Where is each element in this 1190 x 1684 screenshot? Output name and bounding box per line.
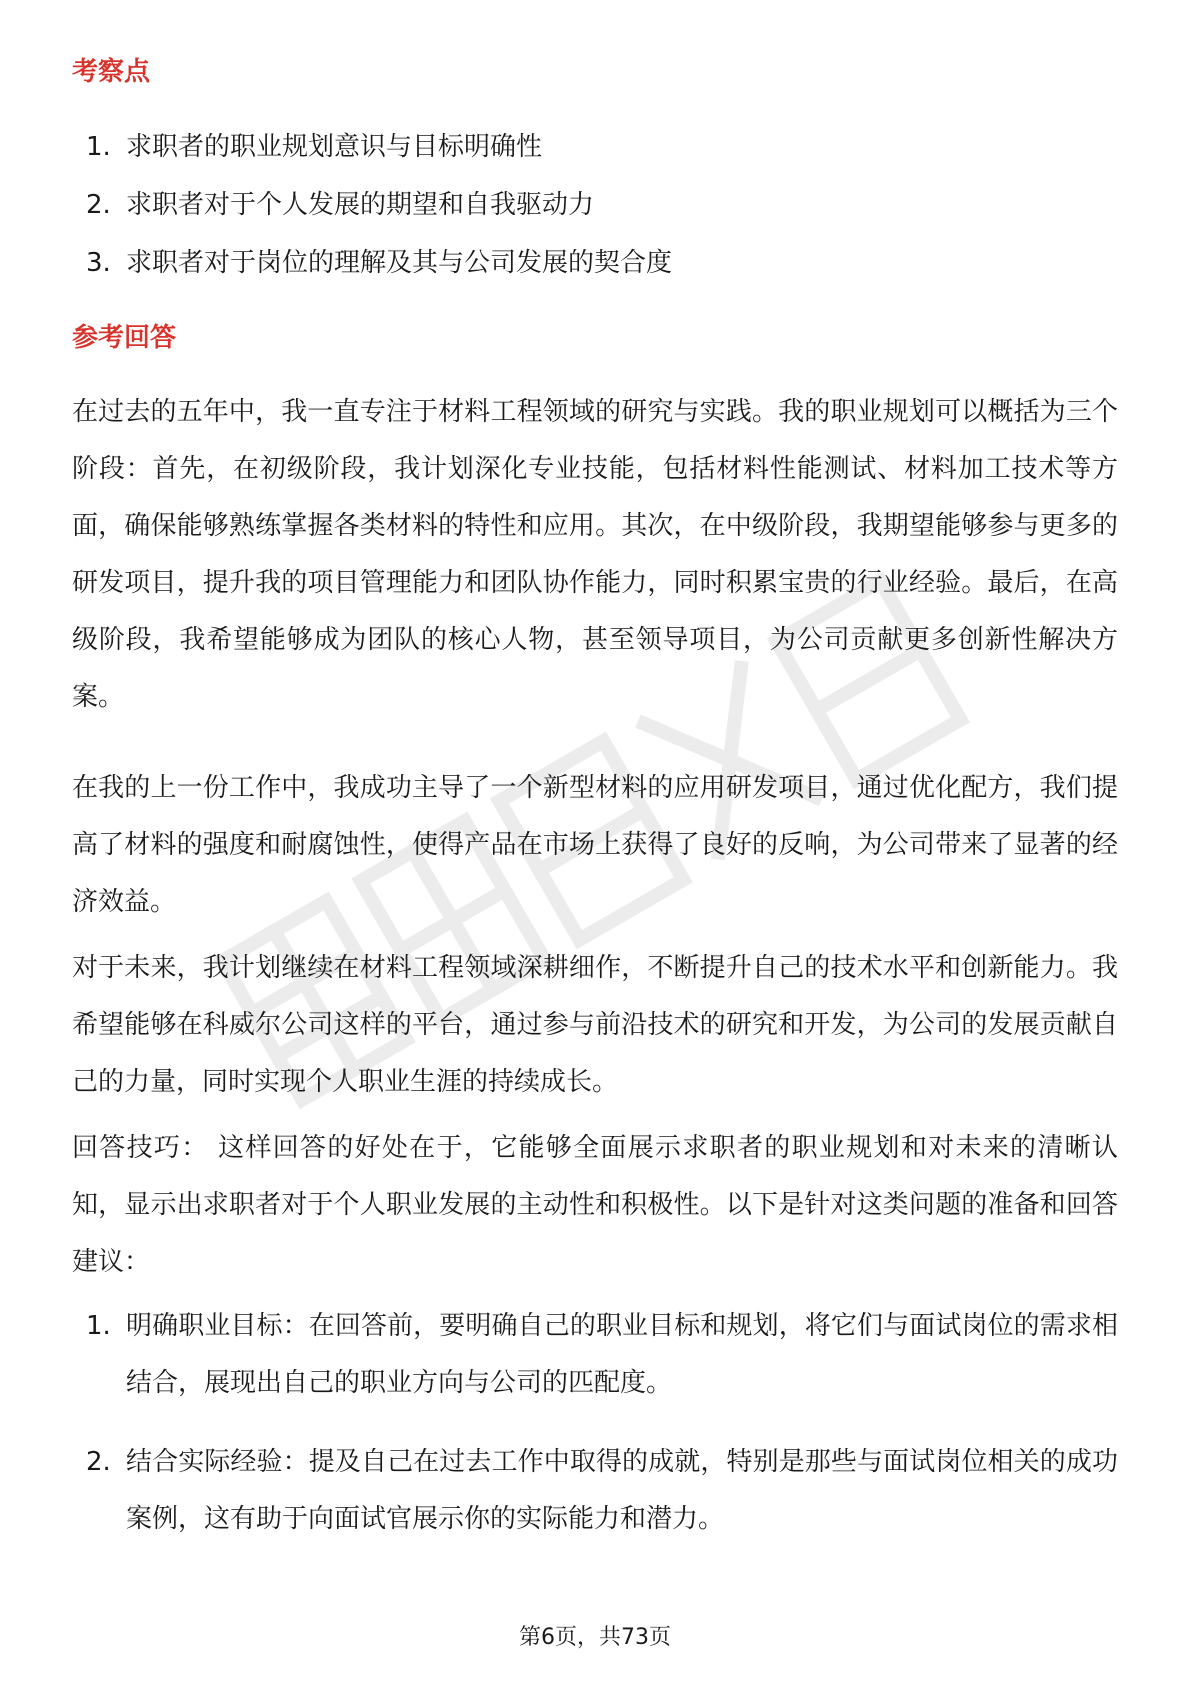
list-item-text: 求职者对于个人发展的期望和自我驱动力	[126, 190, 595, 220]
answer-paragraph: 对于未来，我计划继续在材料工程领域深耕细作，不断提升自己的技术水平和创新能力。我希望能够在科威尔公司这样的平台，通过参与前沿技术的研究和开发，为公司的发展贡献自己的力量，同时实现个人职业生涯的持续成长。	[72, 953, 1118, 1097]
list-number: 2.	[86, 1447, 111, 1477]
tips-list	[72, 1298, 1118, 1570]
list-number: 2.	[86, 190, 111, 220]
list-item-text: 求职者对于岗位的理解及其与公司发展的契合度	[126, 248, 673, 278]
list-item-text: 结合实际经验：提及自己在过去工作中取得的成就，特别是那些与面试岗位相关的成功案例，这有助于向面试官展示你的实际能力和潜力。	[126, 1447, 1118, 1534]
list-item-text: 明确职业目标：在回答前，要明确自己的职业目标和规划，将它们与面试岗位的需求相结合，展现出自己的职业方向与公司的匹配度。	[126, 1311, 1118, 1398]
list-number: 3.	[86, 248, 111, 278]
list-item	[72, 176, 1118, 234]
answer-paragraph: 在我的上一份工作中，我成功主导了一个新型材料的应用研发项目，通过优化配方，我们提高了材料的强度和耐腐蚀性，使得产品在市场上获得了良好的反响，为公司带来了显著的经济效益。	[72, 773, 1118, 917]
list-number: 1.	[86, 1311, 111, 1341]
list-item-text: 求职者的职业规划意识与目标明确性	[126, 132, 543, 162]
section-title-exam-points: 考察点	[72, 57, 151, 87]
answer-tips-paragraph: 回答技巧： 这样回答的好处在于，它能够全面展示求职者的职业规划和对未来的清晰认知，显示出求职者对于个人职业发展的主动性和积极性。以下是针对这类问题的准备和回答建议：	[72, 1133, 1118, 1277]
list-item	[72, 1434, 1118, 1548]
list-item	[72, 118, 1118, 176]
list-item	[72, 1298, 1118, 1412]
answer-paragraph: 在过去的五年中，我一直专注于材料工程领域的研究与实践。我的职业规划可以概括为三个阶段：首先，在初级阶段，我计划深化专业技能，包括材料性能测试、材料加工技术等方面，确保能够熟练掌握各类材料的特性和应用。其次，在中级阶段，我期望能够参与更多的研发项目，提升我的项目管理能力和团队协作能力，同时积累宝贵的行业经验。最后，在高级阶段，我希望能够成为团队的核心人物，甚至领导项目，为公司贡献更多创新性解决方案。	[72, 397, 1118, 712]
section-title-reference-answer: 参考回答	[72, 323, 177, 353]
list-number: 1.	[86, 132, 111, 162]
list-item	[72, 234, 1118, 292]
exam-points-list	[72, 118, 1118, 292]
page-footer: 第6页，共73页	[519, 1625, 671, 1650]
